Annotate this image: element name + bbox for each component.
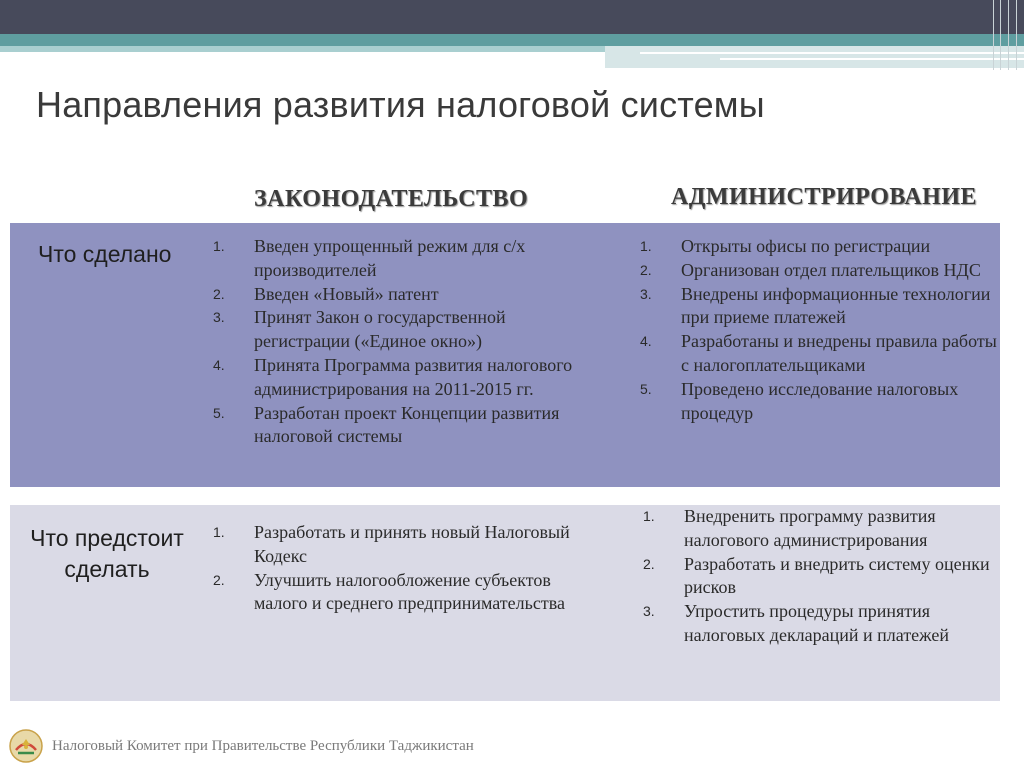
list-item: 3. Принят Закон о государственной регистрации («Единое окно») [213, 307, 506, 352]
row-label-done: Что сделано [38, 241, 172, 267]
header-line [640, 52, 1024, 54]
done-legislation-list [213, 235, 583, 449]
todo-legislation-list [213, 521, 573, 616]
list-item: 3. Упростить процедуры принятия налоговых деклараций и платежей [643, 601, 949, 645]
header-vline [993, 0, 994, 70]
row-label-todo: Что предстоит сделать [30, 525, 184, 582]
emblem-icon [8, 728, 44, 764]
list-item: 4. Разработаны и внедрены правила работы с налогоплательщиками [640, 331, 997, 375]
list-item: 4. Принята Программа развития налогового администрирования на 2011-2015 гг. [213, 354, 573, 399]
list-item: 1. Открыты офисы по регистрации [640, 236, 931, 256]
column-header-administration: АДМИНИСТРИРОВАНИЕ [671, 184, 978, 210]
todo-panel [10, 505, 1000, 701]
header-vline [1008, 0, 1009, 70]
footer-text: Налоговый Комитет при Правительстве Республики Таджикистан [52, 737, 474, 754]
list-item: 1. Разработать и принять новый Налоговый Кодекс [213, 522, 570, 566]
slide-title: Направления развития налоговой системы [36, 84, 765, 125]
header-vline [1016, 0, 1017, 70]
header-line [720, 58, 1024, 60]
column-header-legislation: ЗАКОНОДАТЕЛЬСТВО [254, 186, 529, 212]
teal-stripe [0, 34, 1024, 46]
list-item: 2. Разработать и внедрить систему оценки рисков [643, 553, 990, 598]
todo-administration-list [643, 505, 998, 648]
list-item: 2. Организован отдел плательщиков НДС [640, 259, 981, 280]
done-administration-list [640, 235, 1002, 425]
done-panel [10, 223, 1000, 487]
list-item: 5. Разработан проект Концепции развития налоговой системы [213, 402, 560, 447]
list-item: 2. Введен «Новый» патент [213, 283, 439, 304]
top-dark-bar [0, 0, 1024, 34]
list-item: 2. Улучшить налогообложение субъектов малого и среднего предпринимательства [213, 569, 565, 614]
footer [8, 728, 474, 764]
teal-right-block [605, 46, 1024, 68]
list-item: 3. Внедрены информационные технологии при приеме платежей [640, 283, 991, 328]
list-item: 5. Проведено исследование налоговых процедур [640, 378, 959, 423]
list-item: 1. Введен упрощенный режим для с/х производителей [213, 236, 526, 280]
header-vline [1000, 0, 1001, 70]
list-item: 1. Внедренить программу развития налогового администрирования [643, 506, 936, 550]
